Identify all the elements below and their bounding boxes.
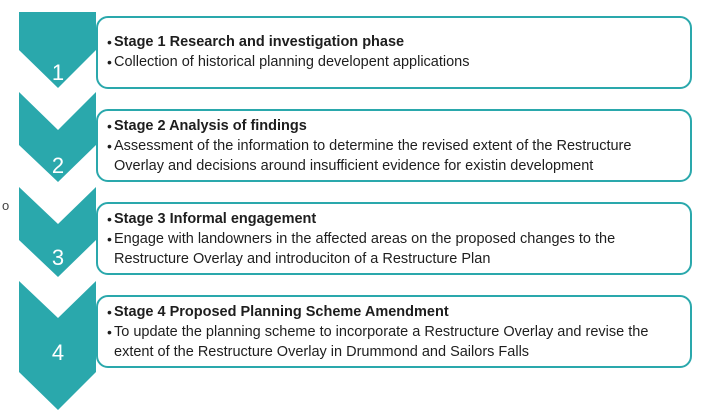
stage-4-box bbox=[96, 295, 692, 368]
bullet: • bbox=[107, 211, 112, 227]
stage-4-title-line bbox=[107, 302, 684, 322]
bullet: • bbox=[107, 324, 112, 340]
stage-3-box bbox=[96, 202, 692, 275]
stage-3-desc-line bbox=[107, 229, 684, 269]
stage-1-title-line bbox=[107, 32, 684, 52]
stage-1-box bbox=[96, 16, 692, 89]
bullet: • bbox=[107, 118, 112, 134]
stage-4-number: 4 bbox=[51, 340, 65, 365]
stage-4-title: Stage 4 Proposed Planning Scheme Amendment bbox=[114, 304, 449, 320]
bullet: • bbox=[107, 138, 112, 154]
stage-1-description: Collection of historical planning developent applications bbox=[114, 54, 470, 70]
bullet: • bbox=[107, 304, 112, 320]
stage-4-description: To update the planning scheme to incorporate a Restructure Overlay and revise the extent of the Restructure Overlay in Drummond and Sailors Falls bbox=[114, 324, 649, 360]
stage-2-box bbox=[96, 109, 692, 182]
stage-2-title-line bbox=[107, 116, 684, 136]
stage-1-title: Stage 1 Research and investigation phase bbox=[114, 34, 405, 50]
stage-2-description: Assessment of the information to determine the revised extent of the Restructure Overlay and decisions around insufficient evidence for existin development bbox=[114, 138, 632, 174]
stage-3-description: Engage with landowners in the affected areas on the proposed changes to the Restructure Overlay and introduciton of a Restructure Plan bbox=[114, 231, 616, 267]
stage-2-desc-line bbox=[107, 136, 684, 176]
bullet: • bbox=[107, 34, 112, 50]
stage-3-title: Stage 3 Informal engagement bbox=[114, 211, 317, 227]
stage-1-number: 1 bbox=[51, 60, 65, 85]
bullet: • bbox=[107, 231, 112, 247]
stage-4-desc-line bbox=[107, 322, 684, 362]
stage-1-desc-line bbox=[107, 52, 684, 72]
stage-2-number: 2 bbox=[51, 153, 65, 178]
stray-mark: o bbox=[2, 198, 10, 213]
bullet: • bbox=[107, 54, 112, 70]
stage-2-title: Stage 2 Analysis of findings bbox=[114, 118, 307, 134]
stage-3-title-line bbox=[107, 209, 684, 229]
stage-3-number: 3 bbox=[51, 245, 65, 270]
